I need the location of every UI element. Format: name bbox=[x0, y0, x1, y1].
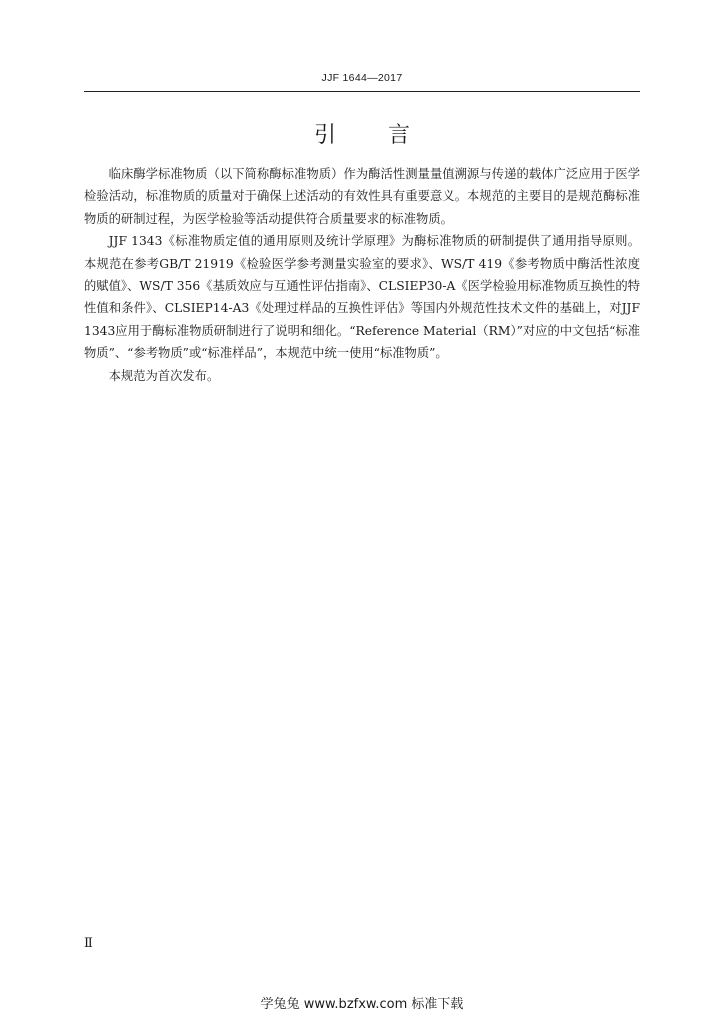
paragraph-references: JJF 1343《标准物质定值的通用原则及统计学原理》为酶标准物质的研制提供了通用指导原则。本规范在参考GB/T 21919《检验医学参考测量实验室的要求》、WS/T 419《参考物质中酶活性浓度的赋值》、WS/T 356《基质效应与互通性评估指南》、CLSIEP30-A《医学检验用标准物质互换性的特性值和条件》、CLSIEP14-A3《处理过样品的互换性评估》等国内外规范性技术文件的基础上，对JJF 1343应用于酶标准物质研制进行了说明和细化。“Reference Material（RM）”对应的中文包括“标准物质”、“参考物质”或“标准样品”，本规范中统一使用“标准物质”。 bbox=[84, 234, 640, 361]
footer-watermark-text: 学兔兔 www.bzfxw.com 标准下载 bbox=[260, 997, 464, 1012]
paragraph-intro: 临床酶学标准物质（以下简称酶标准物质）作为酶活性测量量值溯源与传递的载体广泛应用于医学检验活动，标准物质的质量对于确保上述活动的有效性具有重要意义。本规范的主要目的是规范酶标准物质的研制过程，为医学检验等活动提供符合质量要求的标准物质。 bbox=[84, 167, 640, 226]
page-title: 引言 bbox=[313, 123, 462, 148]
body-text bbox=[84, 163, 640, 387]
header-divider bbox=[84, 91, 640, 92]
document-code-header: JJF 1644—2017 bbox=[321, 72, 403, 84]
paragraph-first-release: 本规范为首次发布。 bbox=[108, 368, 220, 383]
page-number: Ⅱ bbox=[84, 936, 93, 951]
